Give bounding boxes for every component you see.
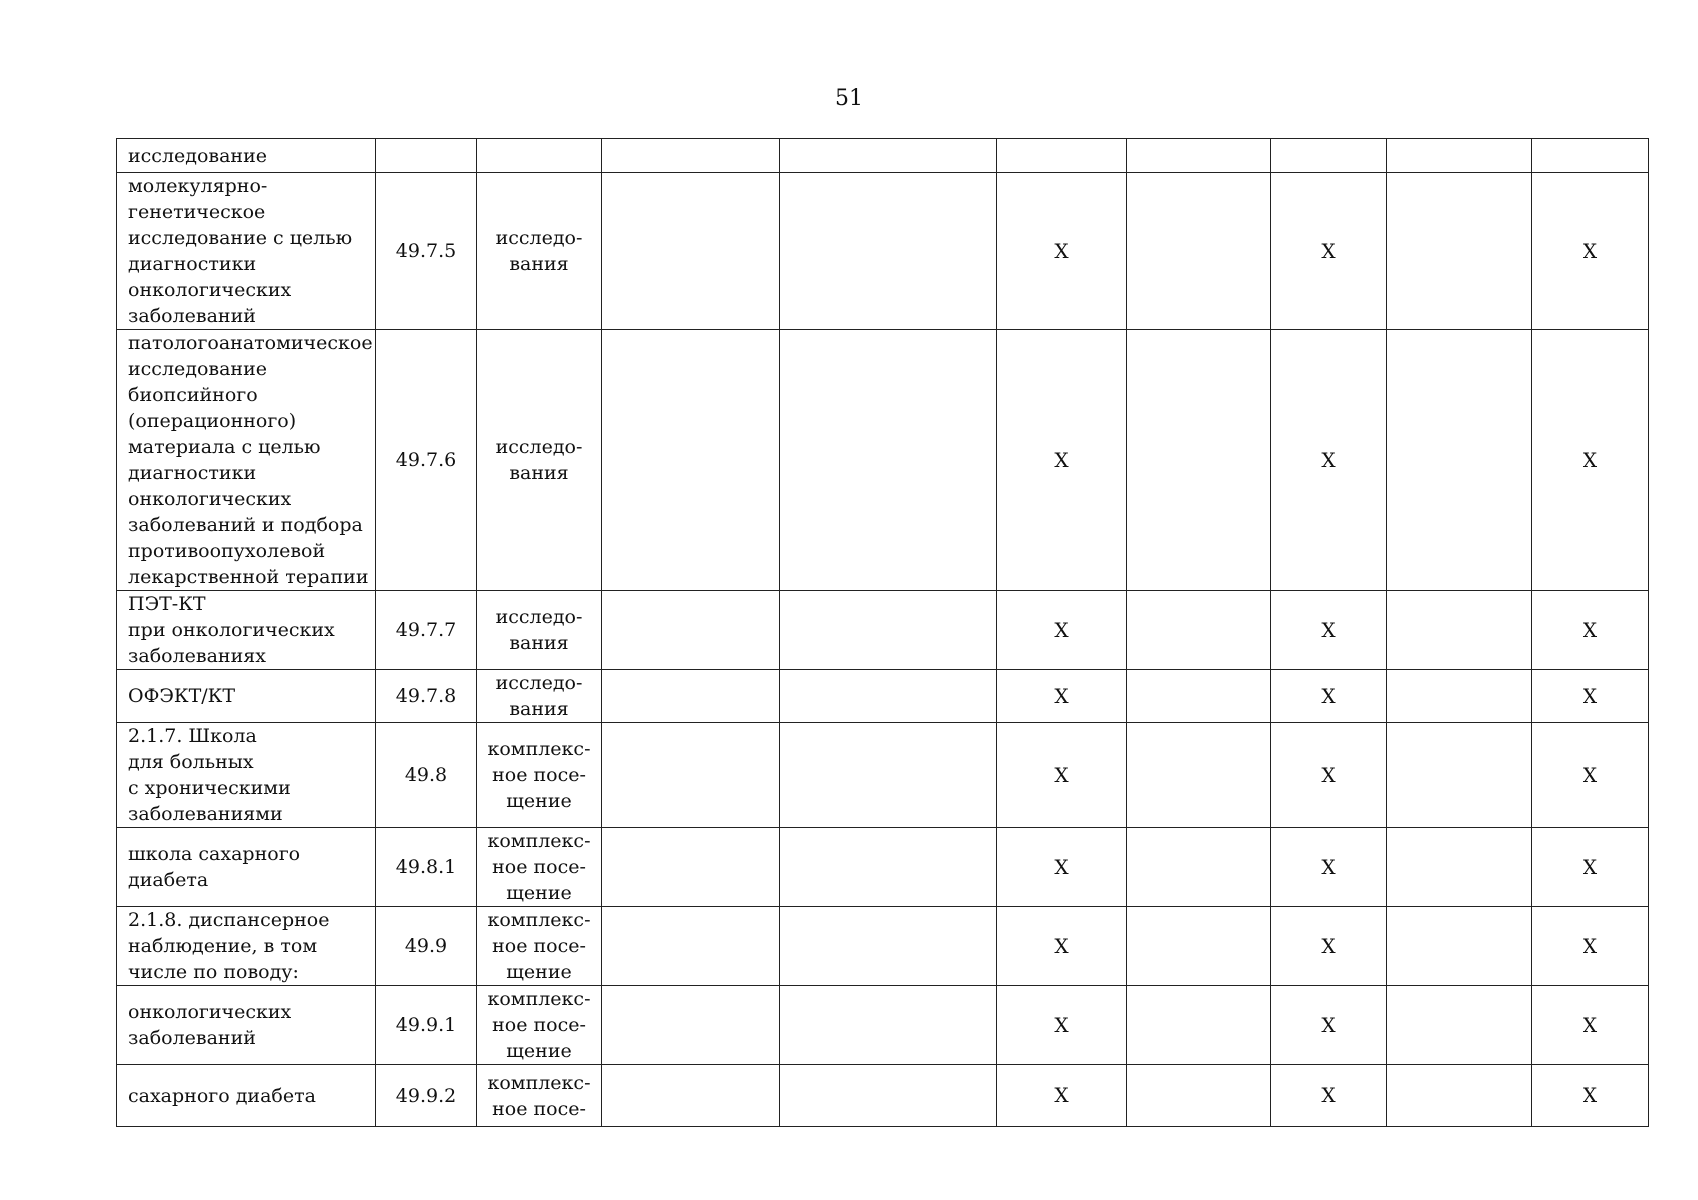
x-mark: X: [1321, 933, 1336, 958]
row-unit-cell: комплекс- ное посе- щение: [477, 986, 602, 1065]
x-mark: X: [1054, 933, 1069, 958]
empty-cell: [780, 907, 997, 986]
row-unit-cell: комплекс- ное посе-: [477, 1065, 602, 1127]
mark-cell: [997, 591, 1127, 670]
table-row: [117, 828, 1649, 907]
empty-cell: [1127, 670, 1271, 723]
x-mark: X: [1321, 447, 1336, 472]
row-code-cell: 49.7.7: [376, 591, 477, 670]
empty-cell: [1387, 828, 1532, 907]
mark-cell: [997, 907, 1127, 986]
empty-cell: [780, 330, 997, 591]
x-mark: X: [1582, 447, 1598, 472]
row-code-cell: [376, 139, 477, 173]
empty-cell: [780, 139, 997, 173]
x-mark: X: [1321, 617, 1336, 642]
empty-cell: [602, 828, 780, 907]
x-mark: X: [1054, 683, 1069, 708]
mark-cell: [997, 139, 1127, 173]
table-row: [117, 907, 1649, 986]
empty-cell: [602, 330, 780, 591]
row-name-cell: 2.1.7. Школа для больных с хроническими заболеваниями: [117, 723, 376, 828]
row-code-cell: 49.9: [376, 907, 477, 986]
table-row: [117, 173, 1649, 330]
empty-cell: [780, 670, 997, 723]
mark-cell: [1532, 723, 1649, 828]
x-mark: X: [1582, 933, 1598, 958]
x-mark: X: [1582, 617, 1598, 642]
empty-cell: [1387, 591, 1532, 670]
empty-cell: [780, 723, 997, 828]
mark-cell: [1532, 173, 1649, 330]
x-mark: X: [1321, 1083, 1336, 1107]
mark-cell: [1271, 591, 1387, 670]
empty-cell: [602, 1065, 780, 1127]
empty-cell: [1387, 173, 1532, 330]
row-code-cell: 49.8.1: [376, 828, 477, 907]
x-mark: X: [1054, 762, 1069, 787]
empty-cell: [602, 986, 780, 1065]
row-code-cell: 49.8: [376, 723, 477, 828]
row-code-cell: 49.7.6: [376, 330, 477, 591]
row-unit-cell: исследо- вания: [477, 670, 602, 723]
mark-cell: [1271, 828, 1387, 907]
row-unit-cell: [477, 139, 602, 173]
table-row: [117, 986, 1649, 1065]
row-name-cell: молекулярно- генетическое исследование с целью диагностики онкологических заболеваний: [117, 173, 376, 330]
empty-cell: [1387, 670, 1532, 723]
mark-cell: [1271, 723, 1387, 828]
mark-cell: [1271, 986, 1387, 1065]
mark-cell: [1271, 1065, 1387, 1127]
empty-cell: [1387, 723, 1532, 828]
row-unit-cell: комплекс- ное посе- щение: [477, 723, 602, 828]
row-code-cell: 49.7.8: [376, 670, 477, 723]
table-row: [117, 139, 1649, 173]
empty-cell: [1387, 1065, 1532, 1127]
mark-cell: [1532, 986, 1649, 1065]
row-name-cell: онкологических заболеваний: [117, 986, 376, 1065]
x-mark: X: [1054, 238, 1069, 263]
table-row: [117, 670, 1649, 723]
empty-cell: [1127, 723, 1271, 828]
row-name-cell: ОФЭКТ/КТ: [117, 670, 376, 723]
empty-cell: [602, 139, 780, 173]
table-row: [117, 1065, 1649, 1127]
row-unit-cell: исследо- вания: [477, 173, 602, 330]
x-mark: X: [1054, 1012, 1069, 1037]
mark-cell: [997, 670, 1127, 723]
row-unit-cell: исследо- вания: [477, 330, 602, 591]
row-code-cell: 49.9.1: [376, 986, 477, 1065]
x-mark: X: [1582, 238, 1598, 263]
mark-cell: [1532, 591, 1649, 670]
empty-cell: [602, 591, 780, 670]
row-name-cell: ПЭТ-КТ при онкологических заболеваниях: [117, 591, 376, 670]
mark-cell: [997, 723, 1127, 828]
mark-cell: [1532, 1065, 1649, 1127]
empty-cell: [1127, 173, 1271, 330]
table-row: [117, 330, 1649, 591]
mark-cell: [1532, 828, 1649, 907]
empty-cell: [780, 173, 997, 330]
empty-cell: [1387, 986, 1532, 1065]
empty-cell: [602, 670, 780, 723]
empty-cell: [1127, 330, 1271, 591]
empty-cell: [1127, 907, 1271, 986]
empty-cell: [1127, 1065, 1271, 1127]
empty-cell: [780, 1065, 997, 1127]
empty-cell: [780, 591, 997, 670]
mark-cell: [1532, 670, 1649, 723]
mark-cell: [1532, 139, 1649, 173]
x-mark: X: [1582, 683, 1598, 708]
x-mark: X: [1321, 683, 1336, 708]
mark-cell: [1532, 907, 1649, 986]
x-mark: X: [1321, 762, 1336, 787]
x-mark: X: [1054, 1083, 1069, 1107]
mark-cell: [997, 986, 1127, 1065]
empty-cell: [1387, 139, 1532, 173]
empty-cell: [1127, 828, 1271, 907]
empty-cell: [1127, 986, 1271, 1065]
mark-cell: [1271, 330, 1387, 591]
empty-cell: [780, 986, 997, 1065]
x-mark: X: [1582, 1012, 1598, 1037]
row-unit-cell: исследо- вания: [477, 591, 602, 670]
mark-cell: [1271, 670, 1387, 723]
x-mark: X: [1054, 617, 1069, 642]
mark-cell: [997, 828, 1127, 907]
page-number: 51: [835, 86, 863, 111]
mark-cell: [1532, 330, 1649, 591]
mark-cell: [1271, 173, 1387, 330]
x-mark: X: [1321, 854, 1336, 879]
row-unit-cell: комплекс- ное посе- щение: [477, 828, 602, 907]
empty-cell: [1127, 139, 1271, 173]
x-mark: X: [1321, 1012, 1336, 1037]
row-name-cell: патологоанатомическое исследование биопсийного (операционного) материала с целью диагностики онкологических заболеваний и подбора противоопухолевой лекарственной терапии: [117, 330, 376, 591]
x-mark: X: [1582, 1083, 1598, 1107]
empty-cell: [602, 723, 780, 828]
empty-cell: [780, 828, 997, 907]
x-mark: X: [1054, 854, 1069, 879]
empty-cell: [602, 173, 780, 330]
mark-cell: [997, 173, 1127, 330]
x-mark: X: [1054, 447, 1069, 472]
mark-cell: [1271, 139, 1387, 173]
mark-cell: [997, 330, 1127, 591]
mark-cell: [997, 1065, 1127, 1127]
empty-cell: [1127, 591, 1271, 670]
row-unit-cell: комплекс- ное посе- щение: [477, 907, 602, 986]
row-code-cell: 49.9.2: [376, 1065, 477, 1127]
empty-cell: [1387, 907, 1532, 986]
mark-cell: [1271, 907, 1387, 986]
table-row: [117, 591, 1649, 670]
row-code-cell: 49.7.5: [376, 173, 477, 330]
row-name-cell: 2.1.8. диспансерное наблюдение, в том числе по поводу:: [117, 907, 376, 986]
x-mark: X: [1582, 762, 1598, 787]
x-mark: X: [1582, 854, 1598, 879]
row-name-cell: сахарного диабета: [117, 1065, 376, 1127]
row-name-cell: исследование: [117, 139, 376, 173]
empty-cell: [602, 907, 780, 986]
data-table: [116, 138, 1649, 1127]
x-mark: X: [1321, 238, 1336, 263]
table-row: [117, 723, 1649, 828]
empty-cell: [1387, 330, 1532, 591]
row-name-cell: школа сахарного диабета: [117, 828, 376, 907]
